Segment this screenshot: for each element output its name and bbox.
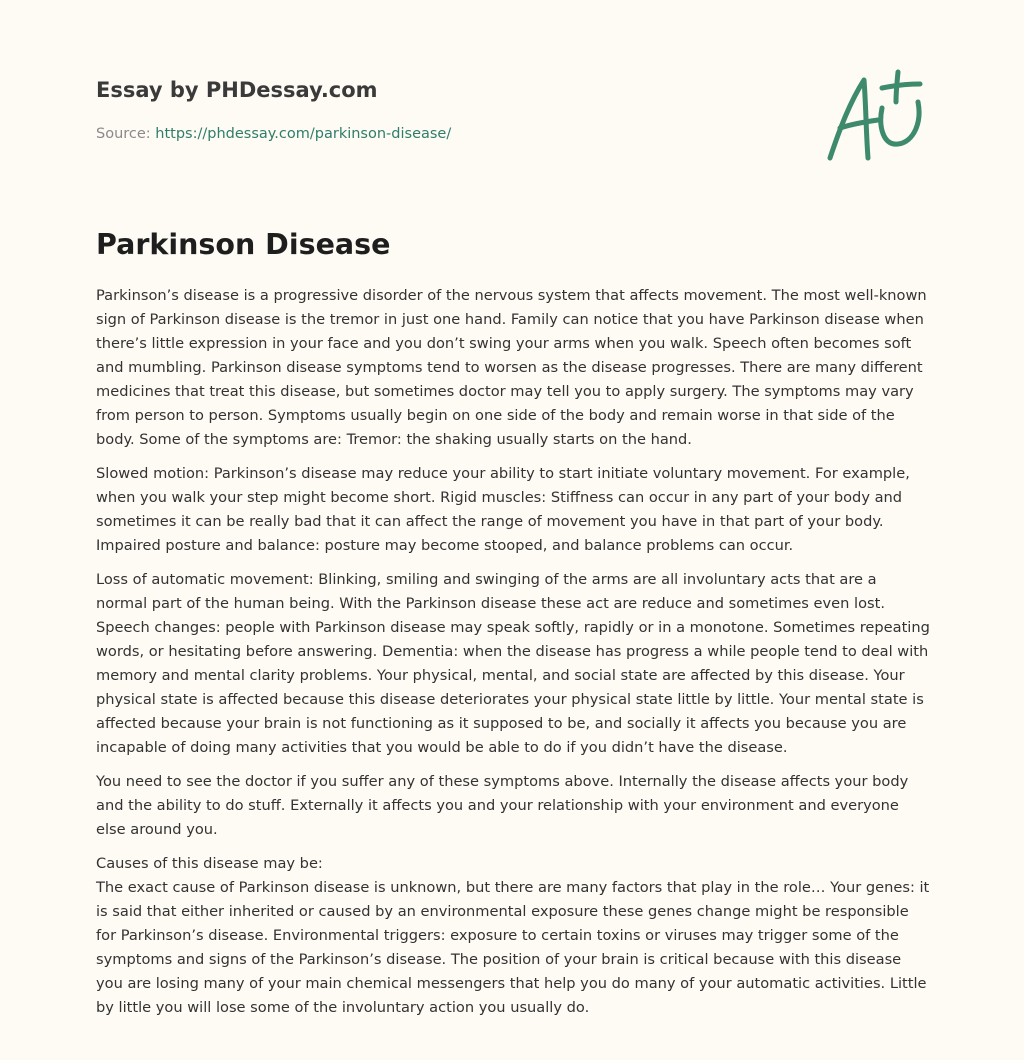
logo-plus-horizontal (882, 84, 920, 88)
source-link[interactable]: https://phdessay.com/parkinson-disease/ (155, 126, 452, 142)
source-label: Source: (96, 126, 156, 142)
paragraph: Causes of this disease may be: The exact cause of Parkinson disease is unknown, but there are many factors that play in the role… Your genes: it is said that either inherited or caused by an environmental exposure these genes change might be responsible for Parkinson’s disease. Environmental triggers: exposure to certain toxins or viruses may trigger some of the symptoms and signs of the Parkinson’s disease. The position of your brain is critical because with this disease you are losing many of your main chemical messengers that help you do many of your automatic activities. Little by little you will lose some of the involuntary action you usually do. (96, 855, 930, 1016)
logo-swoosh (881, 102, 919, 144)
source-line (96, 124, 736, 144)
logo-a-stroke (830, 80, 868, 158)
paragraph: Parkinson’s disease is a progressive disorder of the nervous system that affects movement. The most well-known sign of Parkinson disease is the tremor in just one hand. Family can notice that you have Parkinson disease when there’s little expression in your face and you don’t swing your arms when you walk. Speech often becomes soft and mumbling. Parkinson disease symptoms tend to worsen as the disease progresses. There are many different medicines that treat this disease, but sometimes doctor may tell you to apply surgery. The symptoms may vary from person to person. Symptoms usually begin on one side of the body and remain worse in that side of the body. Some of the symptoms are: Tremor: the shaking usually starts on the hand. (96, 287, 927, 448)
site-title: Essay by PHDessay.com (96, 78, 378, 102)
paragraph: You need to see the doctor if you suffer any of these symptoms above. Internally the disease affects your body and the ability to do stuff. Externally it affects you and your relationship with your environment and everyone else around you. (96, 773, 909, 838)
essay-body (96, 284, 932, 1030)
essay-title: Parkinson Disease (96, 228, 391, 261)
paragraph: Loss of automatic movement: Blinking, smiling and swinging of the arms are all involuntary acts that are a normal part of the human being. With the Parkinson disease these act are reduce and sometimes even lost. Speech changes: people with Parkinson disease may speak softly, rapidly or in a monotone. Sometimes repeating words, or hesitating before answering. Dementia: when the disease has progress a while people tend to deal with memory and mental clarity problems. Your physical, mental, and social state are affected by this disease. Your physical state is affected because this disease deteriorates your physical state little by little. Your mental state is affected because your brain is not functioning as it supposed to be, and socially it affects you because you are incapable of doing many activities that you would be able to do if you didn’t have the disease. (96, 571, 930, 756)
paragraph: Slowed motion: Parkinson’s disease may reduce your ability to start initiate voluntary movement. For example, when you walk your step might become short. Rigid muscles: Stiffness can occur in any part of your body and sometimes it can be really bad that it can affect the range of movement you have in that part of your body. Impaired posture and balance: posture may become stooped, and balance problems can occur. (96, 465, 910, 554)
essay-header (96, 76, 736, 144)
a-plus-logo-icon (820, 66, 930, 166)
